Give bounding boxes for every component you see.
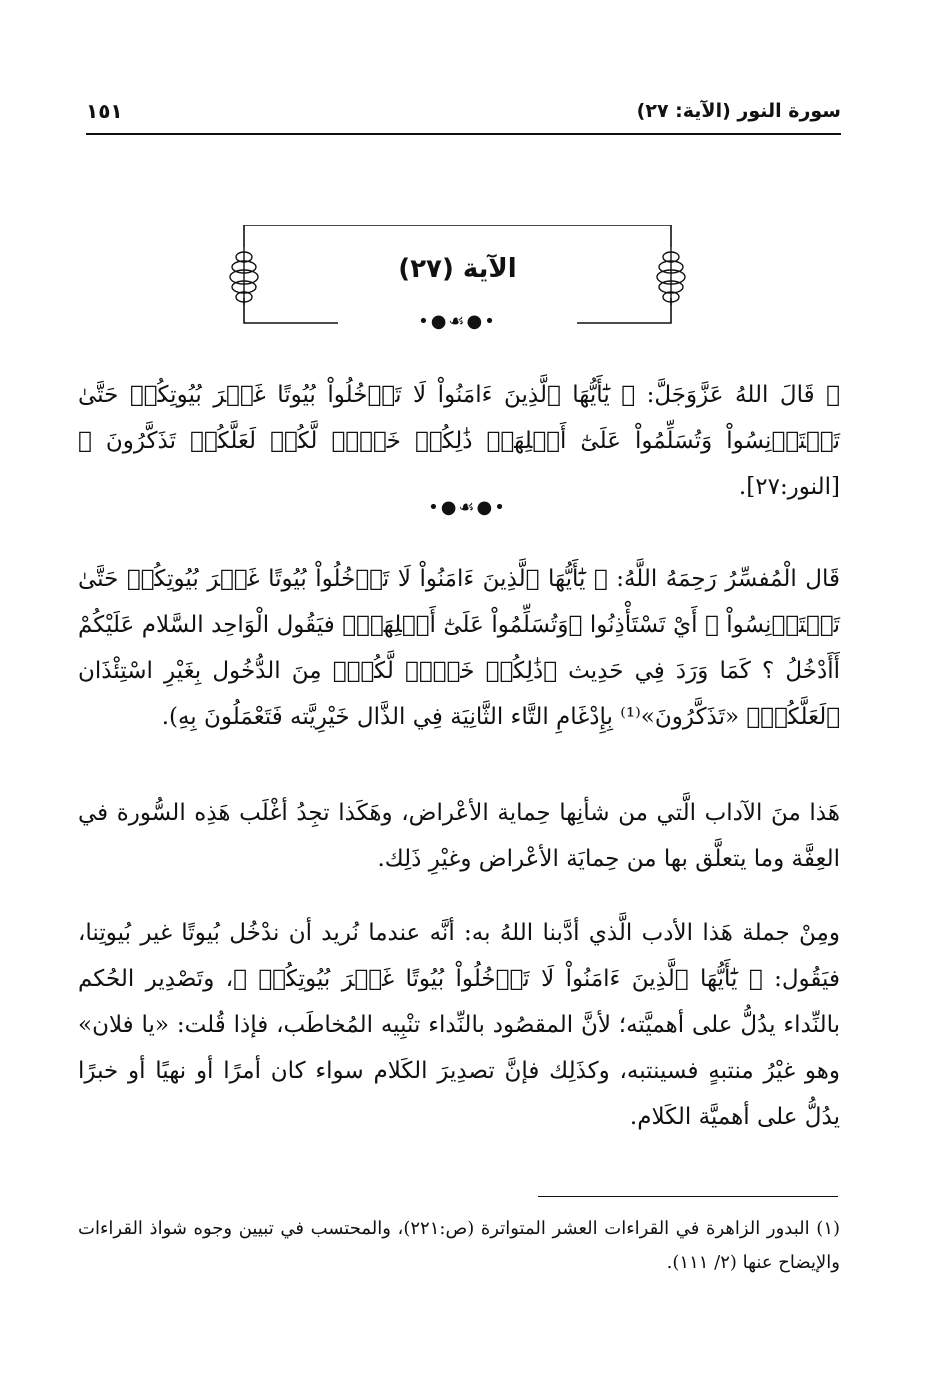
running-header [86,96,841,130]
separator-ornament-icon: •●☙●• [428,497,507,518]
commentary-paragraph: قَال الْمُفسِّرُ رَحِمَهُ اللَّهُ: ﴿ يَٰٓأَيُّهَا ٱلَّذِينَ ءَامَنُواْ لَا تَدۡخُلُواْ بُيُوتًا غَيۡرَ بُيُوتِكُمۡ حَتَّىٰ تَسۡتَأۡنِسُواْ ﴾ أَيْ تَسْتَأْذِنُوا ﴿وَتُسَلِّمُواْ عَلَىٰٓ أَهۡلِهَاۚ﴾ فيَقُول الْوَاحِد السَّلام عَلَيْكُمْ أَأَدْخُلُ ؟ كَمَا وَرَدَ فِي حَدِيث ﴿ذَٰلِكُمۡ خَيۡرٞ لَّكُمۡ﴾ مِنَ الدُّخُول بِغَيْرِ اسْتِئْذَان ﴿لَعَلَّكُمۡ﴾ «تَذَكَّرُونَ»⁽¹⁾ بِإِدْغَامِ التَّاء الثَّانِيَة فِي الذَّال خَيْرِيَّته فَتَعْمَلُونَ بِهِ). [78,566,840,730]
verse-paragraph: ۞ قَالَ اللهُ عَزَّوَجَلَّ: ﴿ يَٰٓأَيُّهَا ٱلَّذِينَ ءَامَنُواْ لَا تَدۡخُلُواْ بُيُوتًا غَيۡرَ بُيُوتِكُمۡ حَتَّىٰ تَسۡتَأۡنِسُواْ وَتُسَلِّمُواْ عَلَىٰٓ أَهۡلِهَاۚ ذَٰلِكُمۡ خَيۡرٞ لَّكُمۡ لَعَلَّكُمۡ تَذَكَّرُونَ ﴾ [النور:٢٧]. [78,382,840,500]
ayah-heading-frame [220,225,695,340]
footnote-rule [538,1196,838,1197]
running-title: سورة النور (الآية: ٢٧) [636,100,841,122]
jumla-paragraph: ومِنْ جملة هَذا الأدب الَّذي أدَّبنا اللهُ به: أنَّه عندما نُريد أن ندْخُل بُيوتًا غير بُيوتِنا، فيَقُول: ﴿ يَٰٓأَيُّهَا ٱلَّذِينَ ءَامَنُواْ لَا تَدۡخُلُواْ بُيُوتًا غَيۡرَ بُيُوتِكُمۡ ﴾، وتَصْدِير الحُكم بالنِّداء يدُلُّ على أهميَّته؛ لأنَّ المقصُود بالنِّداء تنْبِيه المُخاطَب، فإذا قُلت: «يا فلان» وهو غيْرُ منتبهٍ فسينتبه، وكذَلِك فإنَّ تصدِيرَ الكَلام سواء كان أمرًا أو نهيًا أو خبرًا يدُلُّ على أهميَّة الكَلام. [78,920,840,1130]
ayah-title: الآية (٢٧) [398,254,517,284]
page-number: ١٥١ [86,99,123,123]
header-rule [86,133,841,135]
adab-paragraph: هَذا منَ الآداب الَّتي من شأنِها حِماية الأعْراض، وهَكَذا تجِدُ أغْلَب هَذِه السُّورة في العِفَّة وما يتعلَّق بها من حِمايَة الأعْراض وغيْرِ ذَلِك. [78,800,840,872]
heading-ornament-icon: •●☙●• [418,311,497,332]
footnote: (١) البدور الزاهرة في القراءات العشر المتواترة (ص:٢٢١)، والمحتسب في تبيين وجوه شواذ القراءات والإيضاح عنها (٢/ ١١١). [78,1218,841,1273]
